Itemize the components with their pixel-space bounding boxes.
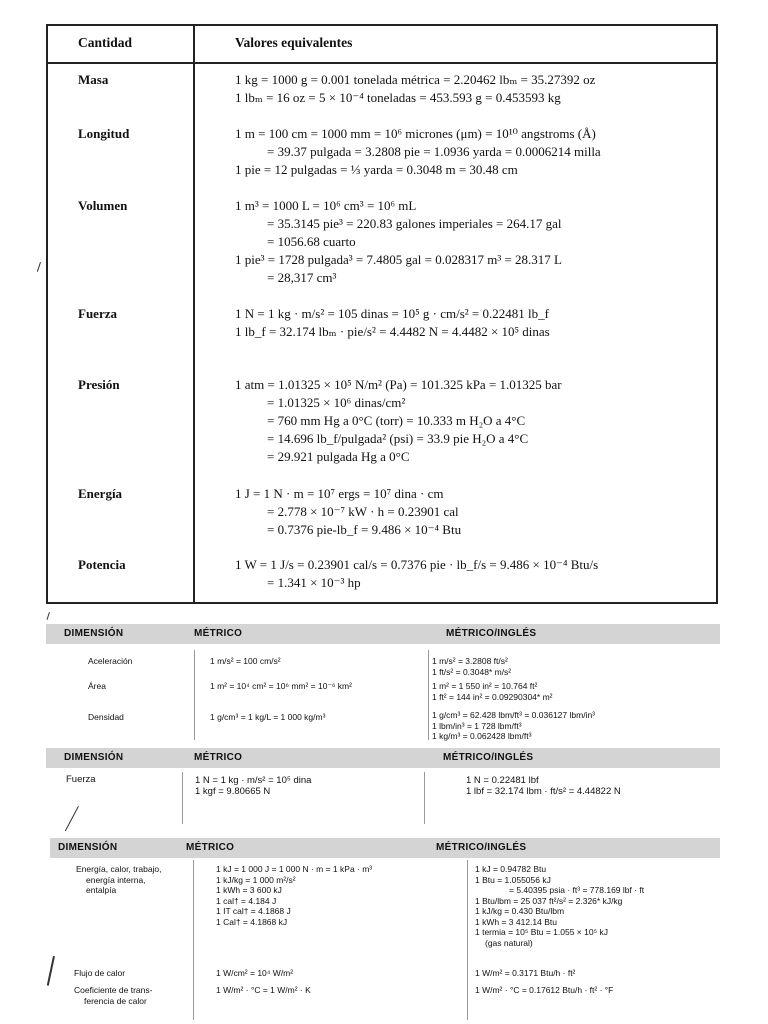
row-english-area: 1 m² = 1 550 in² = 10.764 ft² 1 ft² = 144 in² = 0.09290304* m²	[432, 681, 553, 702]
header-cantidad: Cantidad	[78, 35, 133, 50]
header-metrico-ingles: MÉTRICO/INGLÉS	[436, 842, 527, 853]
row-metric-energia: 1 kJ = 1 000 J = 1 000 N · m = 1 kPa · m³ 1 kJ/kg = 1 000 m²/s² 1 kWh = 3 600 kJ 1 cal† = 4.184 J 1 IT cal† = 4.1868 J 1 Cal† = 4.1868 kJ	[216, 864, 373, 927]
header-metrico-ingles: MÉTRICO/INGLÉS	[446, 628, 537, 639]
header-valores: Valores equivalentes	[235, 35, 353, 50]
header-metrico: MÉTRICO	[186, 842, 235, 853]
column-divider	[467, 860, 468, 1020]
row-label-masa: Masa	[78, 72, 109, 87]
header-dimension: DIMENSIÓN	[64, 628, 124, 639]
column-divider	[428, 650, 429, 740]
row-label-volumen: Volumen	[78, 198, 128, 213]
header-dimension: DIMENSIÓN	[64, 752, 124, 763]
row-english-energia: 1 kJ = 0.94782 Btu 1 Btu = 1.055056 kJ = 5.40395 psia · ft³ = 778.169 lbf · ft 1 Btu/lbm = 25 037 ft²/s² = 2.326* kJ/kg 1 kJ/kg = 0.430 Btu/lbm 1 kWh = 3 412.14 Btu 1 termia = 10⁵ Btu = 1.055 × 10⁵ kJ (gas natural)	[475, 864, 645, 948]
row-label-area: Área	[88, 681, 106, 691]
row-label-longitud: Longitud	[78, 126, 130, 141]
header-divider	[48, 62, 716, 64]
row-metric-densidad: 1 g/cm³ = 1 kg/L = 1 000 kg/m³	[210, 712, 326, 722]
row-label-aceleracion: Aceleración	[88, 656, 133, 666]
row-metric-coeficiente: 1 W/m² · °C = 1 W/m² · K	[216, 985, 311, 995]
row-metric-aceleracion: 1 m/s² = 100 cm/s²	[210, 656, 281, 666]
row-label-energia: Energía, calor, trabajo, energía interna, entalpía	[76, 864, 162, 895]
column-divider	[193, 26, 195, 602]
conversion-table-4	[0, 838, 768, 1024]
row-english-aceleracion: 1 m/s² = 3.2808 ft/s² 1 ft/s² = 0.3048* m/s²	[432, 656, 512, 677]
conversion-table-3	[0, 748, 768, 828]
row-label-densidad: Densidad	[88, 712, 124, 722]
header-metrico-ingles: MÉTRICO/INGLÉS	[443, 752, 534, 763]
row-metric-flujo-calor: 1 W/cm² = 10⁴ W/m²	[216, 968, 294, 978]
row-values-volumen: 1 m³ = 1000 L = 10⁶ cm³ = 10⁶ mL = 35.3145 pie³ = 220.83 galones imperiales = 264.17 gal = 1056.68 cuarto 1 pie³ = 1728 pulgada³ = 7.4805 gal = 0.028317 m³ = 28.317 L = 28,317 cm³	[235, 198, 562, 285]
header-metrico: MÉTRICO	[194, 628, 243, 639]
table-header-bar	[46, 624, 720, 644]
row-values-masa: 1 kg = 1000 g = 0.001 tonelada métrica = 2.20462 lbₘ = 35.27392 oz 1 lbₘ = 16 oz = 5 × 10⁻⁴ toneladas = 453.593 g = 0.453593 kg	[235, 72, 596, 105]
row-values-energia: 1 J = 1 N · m = 10⁷ ergs = 10⁷ dina · cm = 2.778 × 10⁻⁷ kW · h = 0.23901 cal = 0.7376 pie-lb_f = 9.486 × 10⁻⁴ Btu	[235, 486, 462, 537]
header-metrico: MÉTRICO	[194, 752, 243, 763]
row-label-potencia: Potencia	[78, 557, 126, 572]
row-english-fuerza: 1 N = 0.22481 lbf 1 lbf = 32.174 lbm · ft/s² = 4.44822 N	[466, 775, 621, 797]
row-values-presion: 1 atm = 1.01325 × 10⁵ N/m² (Pa) = 101.325 kPa = 1.01325 bar = 1.01325 × 10⁶ dinas/cm² = 760 mm Hg a 0°C (torr) = 10.333 m H₂O a 4°C = 14.696 lb_f/pulgada² (psi) = 33.9 pie H₂O a 4°C = 29.921 pulgada Hg a 0°C	[235, 377, 562, 464]
column-divider	[194, 650, 195, 740]
row-label-energia: Energía	[78, 486, 123, 501]
conversion-table-2	[0, 624, 768, 744]
scan-mark	[37, 262, 41, 272]
header-dimension: DIMENSIÓN	[58, 842, 118, 853]
row-english-flujo-calor: 1 W/m² = 0.3171 Btu/h · ft²	[475, 968, 576, 978]
scan-mark	[47, 612, 50, 620]
row-english-densidad: 1 g/cm³ = 62.428 lbm/ft³ = 0.036127 lbm/in³ 1 lbm/in³ = 1 728 lbm/ft³ 1 kg/m³ = 0.062428 lbm/ft³	[432, 710, 596, 741]
table-header-bar	[46, 748, 720, 768]
row-metric-fuerza: 1 N = 1 kg · m/s² = 10⁵ dina 1 kgf = 9.80665 N	[195, 775, 312, 797]
row-values-potencia: 1 W = 1 J/s = 0.23901 cal/s = 0.7376 pie · lb_f/s = 9.486 × 10⁻⁴ Btu/s = 1.341 × 10⁻³ hp	[235, 557, 599, 590]
row-values-longitud: 1 m = 100 cm = 1000 mm = 10⁶ micrones (μm) = 10¹⁰ angstroms (Å) = 39.37 pulgada = 3.2808 pie = 1.0936 yarda = 0.0006214 milla 1 pie = 12 pulgadas = ⅓ yarda = 0.3048 m = 30.48 cm	[235, 126, 601, 177]
row-label-coeficiente: Coeficiente de trans- ferencia de calor	[74, 985, 153, 1006]
row-label-flujo-calor: Flujo de calor	[74, 968, 126, 978]
conversion-table-serif	[46, 24, 718, 604]
column-divider	[193, 860, 194, 1020]
column-divider	[182, 772, 183, 824]
row-label-presion: Presión	[78, 377, 120, 392]
row-label-fuerza: Fuerza	[66, 774, 96, 785]
row-values-fuerza: 1 N = 1 kg · m/s² = 105 dinas = 10⁵ g · cm/s² = 0.22481 lb_f 1 lb_f = 32.174 lbₘ · pie/s² = 4.4482 N = 4.4482 × 10⁵ dinas	[235, 306, 550, 339]
column-divider	[424, 772, 425, 824]
row-english-coeficiente: 1 W/m² · °C = 0.17612 Btu/h · ft² · °F	[475, 985, 614, 995]
row-label-fuerza: Fuerza	[78, 306, 117, 321]
row-metric-area: 1 m² = 10⁴ cm² = 10⁶ mm² = 10⁻⁶ km²	[210, 681, 352, 691]
table-header-bar	[50, 838, 720, 858]
